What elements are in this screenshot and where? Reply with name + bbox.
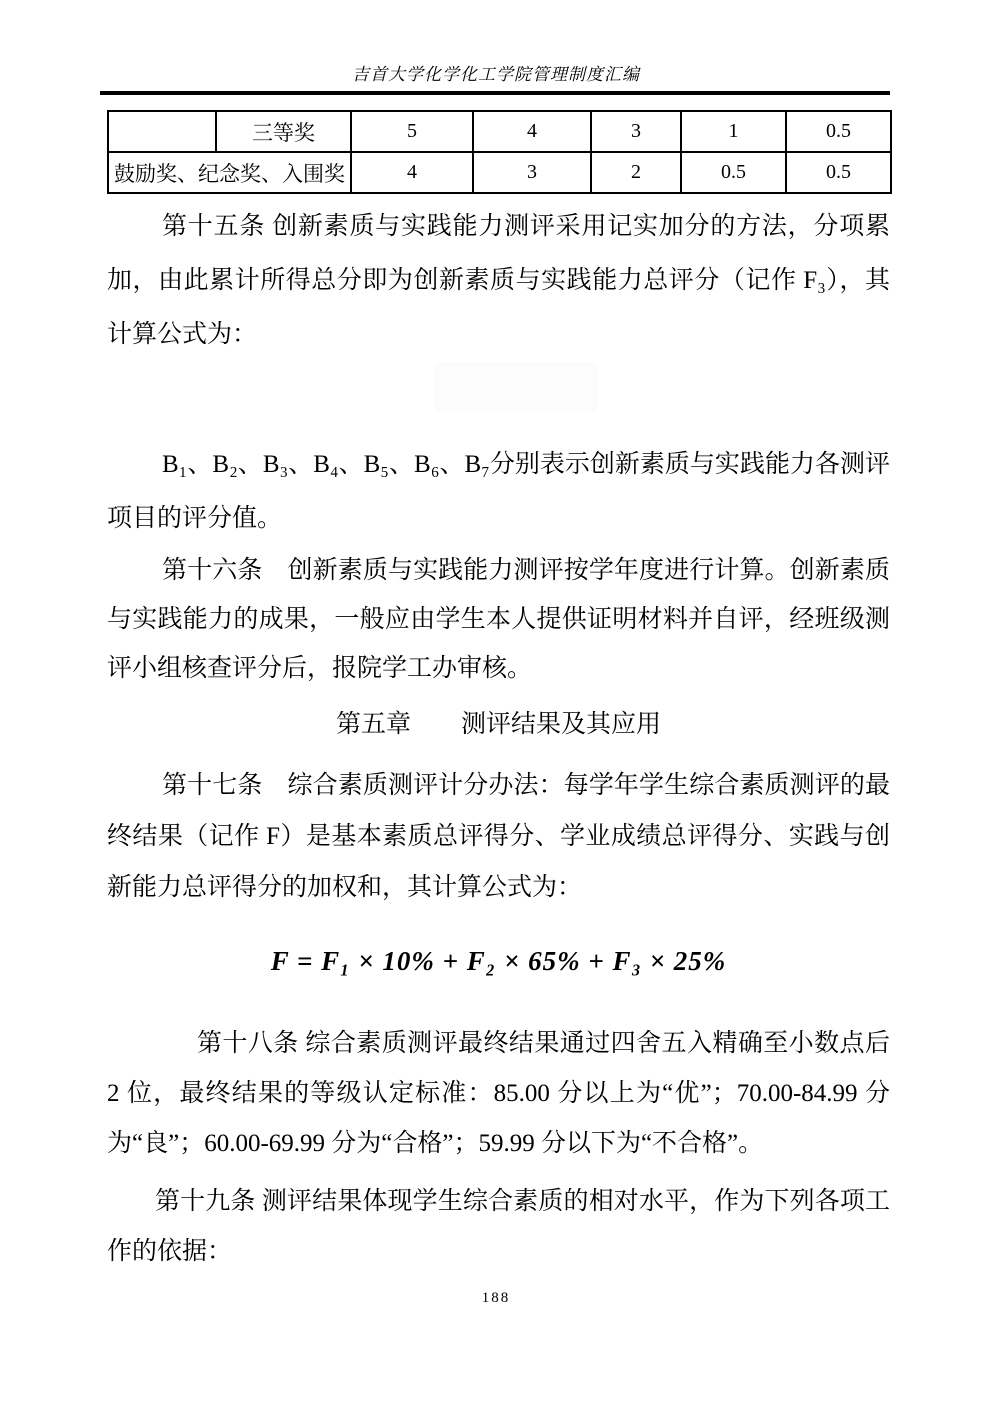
table-cell-score: 0.5 [681,152,786,193]
page-header [0,0,992,86]
header-title: 吉首大学化学化工学院管理制度汇编 [352,65,640,84]
header-rule [100,91,890,95]
paragraph-article-18: 第十八条 综合素质测评最终结果通过四舍五入精确至小数点后 2 位，最终结果的等级认定标准：85.00 分以上为“优”；70.00-84.99 分为“良”；60.00-69.99 分为“合格”；59.99 分以下为“不合格”。 [107,1030,890,1157]
table-cell-score: 3 [591,111,681,152]
table-cell-score: 1 [681,111,786,152]
formula-placeholder-image [435,362,597,412]
table-cell-score: 2 [591,152,681,193]
page-content [0,110,992,1277]
page-footer [0,1290,992,1307]
table-cell-score: 5 [351,111,473,152]
table-cell-empty [108,111,216,152]
table-cell-score: 0.5 [786,111,891,152]
formula-f-weighted-sum: F = F₁ × 10% + F₂ × 65% + F₃ × 25% [270,946,727,976]
table-row [108,111,891,152]
table-cell-score: 3 [473,152,591,193]
paragraph-article-17: 第十七条 综合素质测评计分办法：每学年学生综合素质测评的最终结果（记作 F）是基本素质总评得分、学业成绩总评得分、实践与创新能力总评得分的加权和，其计算公式为： [107,772,890,901]
table-cell-award-level: 三等奖 [216,111,351,152]
page-number: 188 [481,1290,511,1306]
chapter-5-heading: 第五章 测评结果及其应用 [335,711,661,738]
paragraph-article-15: 第十五条 创新素质与实践能力测评采用记实加分的方法，分项累加，由此累计所得总分即为创新素质与实践能力总评分（记作 F₃），其计算公式为： [107,213,890,348]
paragraph-b-variables: B₁、B₂、B₃、B₄、B₅、B₆、B₇分别表示创新素质与实践能力各测评项目的评分值。 [107,451,890,532]
table-cell-score: 4 [473,111,591,152]
paragraph-article-16: 第十六条 创新素质与实践能力测评按学年度进行计算。创新素质与实践能力的成果，一般应由学生本人提供证明材料并自评，经班级测评小组核查评分后，报院学工办审核。 [107,557,890,682]
table-cell-score: 4 [351,152,473,193]
paragraph-article-19: 第十九条 测评结果体现学生综合素质的相对水平，作为下列各项工作的依据： [107,1188,890,1265]
table-row [108,152,891,193]
table-cell-score: 0.5 [786,152,891,193]
table-cell-award-level: 鼓励奖、纪念奖、入围奖 [108,152,351,193]
awards-score-table [107,110,892,194]
